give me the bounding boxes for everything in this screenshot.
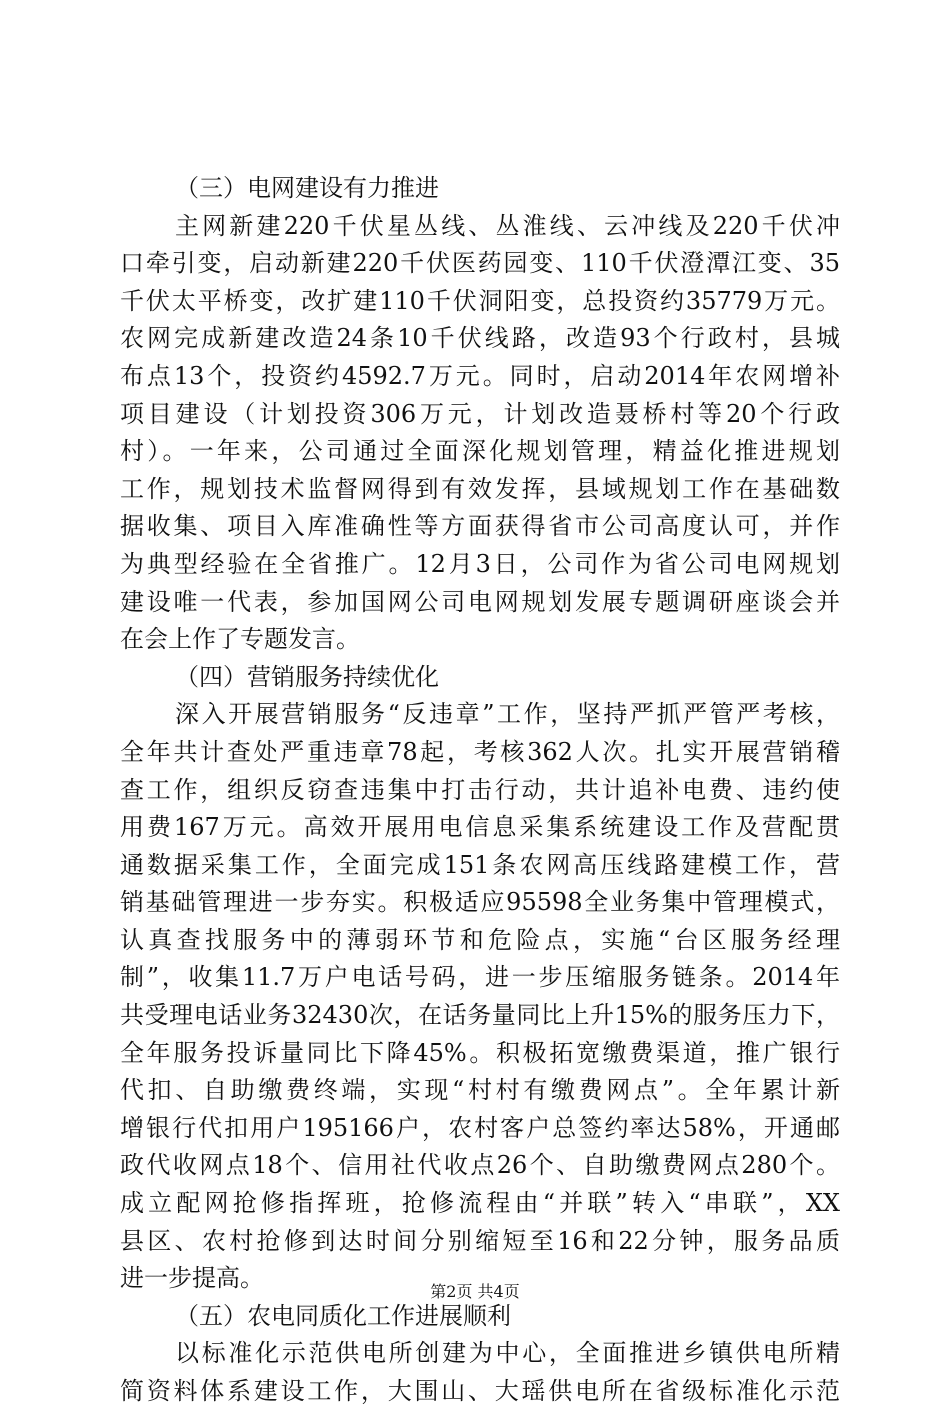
text-line: 查工作，组织反窃查违集中打击行动，共计追补电费、违约使 [120,775,840,804]
text-line: 认真查找服务中的薄弱环节和危险点，实施“台区服务经理 [120,925,840,954]
text-line: 增银行代扣用户195166户，农村客户总签约率达58%，开通邮 [120,1113,840,1142]
text-line: 村）。一年来，公司通过全面深化规划管理，精益化推进规划 [120,437,840,466]
text-line: 全年共计查处严重违章78起，考核362人次。扎实开展营销稽 [120,737,840,766]
text-line: 代扣、自助缴费终端，实现“村村有缴费网点”。全年累计新 [120,1076,840,1105]
text-line: 项目建设（计划投资306万元，计划改造聂桥村等20个行政 [120,399,840,428]
text-line: 为典型经验在全省推广。12月3日，公司作为省公司电网规划 [120,549,840,578]
text-line: 据收集、项目入库准确性等方面获得省市公司高度认可，并作 [120,512,840,541]
text-line: 布点13个，投资约4592.7万元。同时，启动2014年农网增补 [120,361,840,390]
text-line: 县区、农村抢修到达时间分别缩短至16和22分钟，服务品质 [120,1226,840,1255]
text-line: 全年服务投诉量同比下降45%。积极拓宽缴费渠道，推广银行 [120,1038,840,1067]
text-line: 工作，规划技术监督网得到有效发挥，县域规划工作在基础数 [120,474,840,503]
text-line: 共受理电话业务32430次，在话务量同比上升15%的服务压力下， [120,1001,840,1030]
text-line: 进一步提高。 [120,1264,264,1293]
document-body [120,170,840,1411]
text-line: 销基础管理进一步夯实。积极适应95598全业务集中管理模式， [120,888,840,917]
text-line: 以标准化示范供电所创建为中心，全面推进乡镇供电所精 [175,1339,840,1368]
text-line: 制”，收集11.7万户电话号码，进一步压缩服务链条。2014年 [120,963,840,992]
page-number: 第2页 共4页 [430,1282,520,1301]
text-line: 通数据采集工作，全面完成151条农网高压线路建模工作，营 [120,850,840,879]
text-line: 深入开展营销服务“反违章”工作，坚持严抓严管严考核， [175,700,840,729]
section-heading: （五）农电同质化工作进展顺利 [175,1301,511,1330]
text-line: 政代收网点18个、信用社代收点26个、自助缴费网点280个。 [120,1151,840,1180]
text-line: 在会上作了专题发言。 [120,625,360,654]
text-line: 主网新建220千伏星丛线、丛淮线、云冲线及220千伏冲 [175,211,840,240]
text-line: 建设唯一代表，参加国网公司电网规划发展专题调研座谈会并 [120,587,840,616]
text-line: 千伏太平桥变，改扩建110千伏洞阳变，总投资约35779万元。 [120,286,840,315]
section-heading: （三）电网建设有力推进 [175,174,439,202]
text-line: 简资料体系建设工作，大围山、大瑶供电所在省级标准化示范 [120,1377,840,1405]
text-line: 口牵引变，启动新建220千伏医药园变、110千伏澄潭江变、35 [120,249,840,278]
page-footer [0,1282,950,1302]
section-heading: （四）营销服务持续优化 [175,662,439,691]
text-line: 用费167万元。高效开展用电信息采集系统建设工作及营配贯 [120,813,840,842]
text-line: 成立配网抢修指挥班，抢修流程由“并联”转入“串联”，XX [120,1189,840,1218]
text-line: 农网完成新建改造24条10千伏线路，改造93个行政村，县城 [120,324,840,353]
